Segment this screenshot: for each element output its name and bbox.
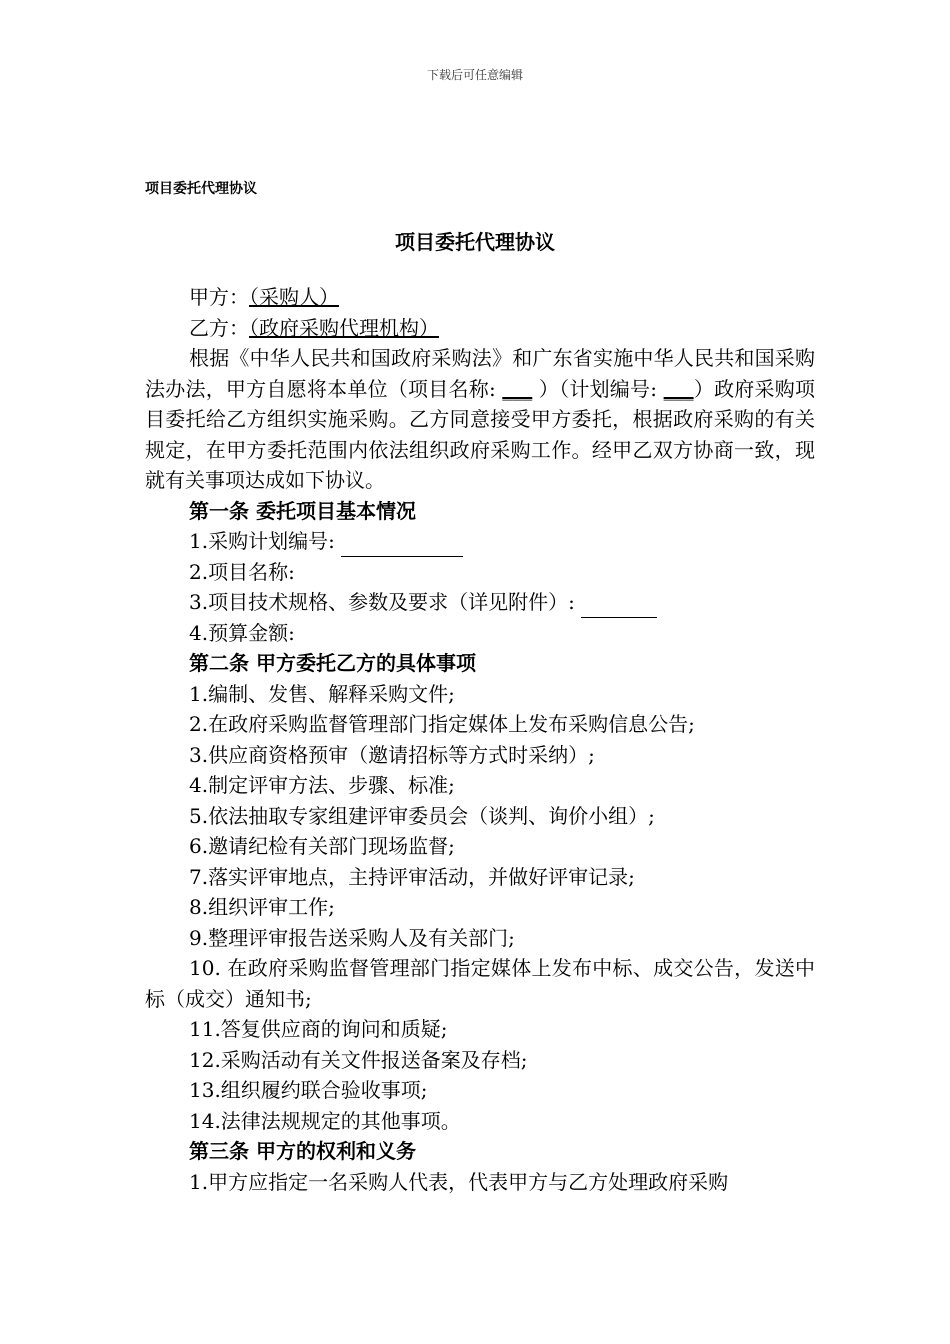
- s1-item-project-name: 2.项目名称:: [189, 559, 295, 584]
- section2-heading: 第二条 甲方委托乙方的具体事项: [189, 651, 476, 675]
- document-body: [145, 282, 815, 1197]
- party-b-line: [145, 313, 815, 344]
- s1-item-plan-number: 1.采购计划编号:: [145, 526, 815, 557]
- s1-item-budget: 4.预算金额:: [189, 620, 295, 645]
- list-item: 14.法律法规规定的其他事项。: [189, 1108, 461, 1133]
- intro-paragraph: [145, 343, 815, 496]
- intro-part2: ）（计划编号:: [538, 376, 658, 401]
- party-a-label: 甲方：: [189, 285, 249, 309]
- party-b-value: （政府采购代理机构）: [249, 315, 439, 340]
- list-item: 5.依法抽取专家组建评审委员会（谈判、询价小组）;: [189, 803, 655, 828]
- list-item: 10. 在政府采购监督管理部门指定媒体上发布中标、成交公告，发送中标（成交）通知书;: [145, 956, 815, 1011]
- blank-field: [341, 534, 463, 557]
- blank-field: [581, 595, 657, 618]
- party-a-line: [145, 282, 815, 313]
- section1-heading: 第一条 委托项目基本情况: [189, 498, 416, 523]
- intro-blank-project-name: ___: [502, 376, 533, 401]
- intro-part1: 根据《中华人民共和国政府采购法》和广东省实施中华人民共和国采购法办法，甲方自愿将本单位（项目名称:: [145, 346, 815, 401]
- list-item: 6.邀请纪检有关部门现场监督;: [189, 834, 455, 858]
- page-header: 下载后可任意编辑: [426, 68, 523, 82]
- intro-part3: ）政府采购项目委托给乙方组织实施采购。乙方同意接受甲方委托，根据政府采购的有关规定，在甲方委托范围内依法组织政府采购工作。经甲乙双方协商一致，现就有关事项达成如下协议。: [145, 376, 816, 492]
- small-title: 项目委托代理协议: [145, 181, 257, 197]
- list-item: 2.在政府采购监督管理部门指定媒体上发布采购信息公告;: [189, 712, 695, 736]
- list-item: 7.落实评审地点，主持评审活动，并做好评审记录;: [189, 864, 635, 889]
- party-b-label: 乙方：: [189, 315, 249, 340]
- list-item: 1.编制、发售、解释采购文件;: [189, 681, 455, 706]
- list-item: 12.采购活动有关文件报送备案及存档;: [189, 1047, 528, 1072]
- document-title: 项目委托代理协议: [395, 230, 555, 254]
- list-item: 3.供应商资格预审（邀请招标等方式时采纳）;: [189, 742, 595, 767]
- list-item: 13.组织履约联合验收事项;: [189, 1078, 428, 1102]
- section3-heading: 第三条 甲方的权利和义务: [189, 1139, 416, 1163]
- party-a-value: （采购人）: [249, 285, 339, 309]
- list-item: 1.甲方应指定一名采购人代表，代表甲方与乙方处理政府采购: [189, 1169, 729, 1194]
- intro-blank-plan-number: ___: [663, 376, 694, 401]
- list-item: 8.组织评审工作;: [189, 895, 335, 919]
- s1-item-specs: 3.项目技术规格、参数及要求（详见附件）:: [145, 587, 815, 618]
- list-item: 9.整理评审报告送采购人及有关部门;: [189, 925, 515, 950]
- list-item: 11.答复供应商的询问和质疑;: [189, 1017, 448, 1041]
- list-item: 4.制定评审方法、步骤、标准;: [189, 773, 455, 797]
